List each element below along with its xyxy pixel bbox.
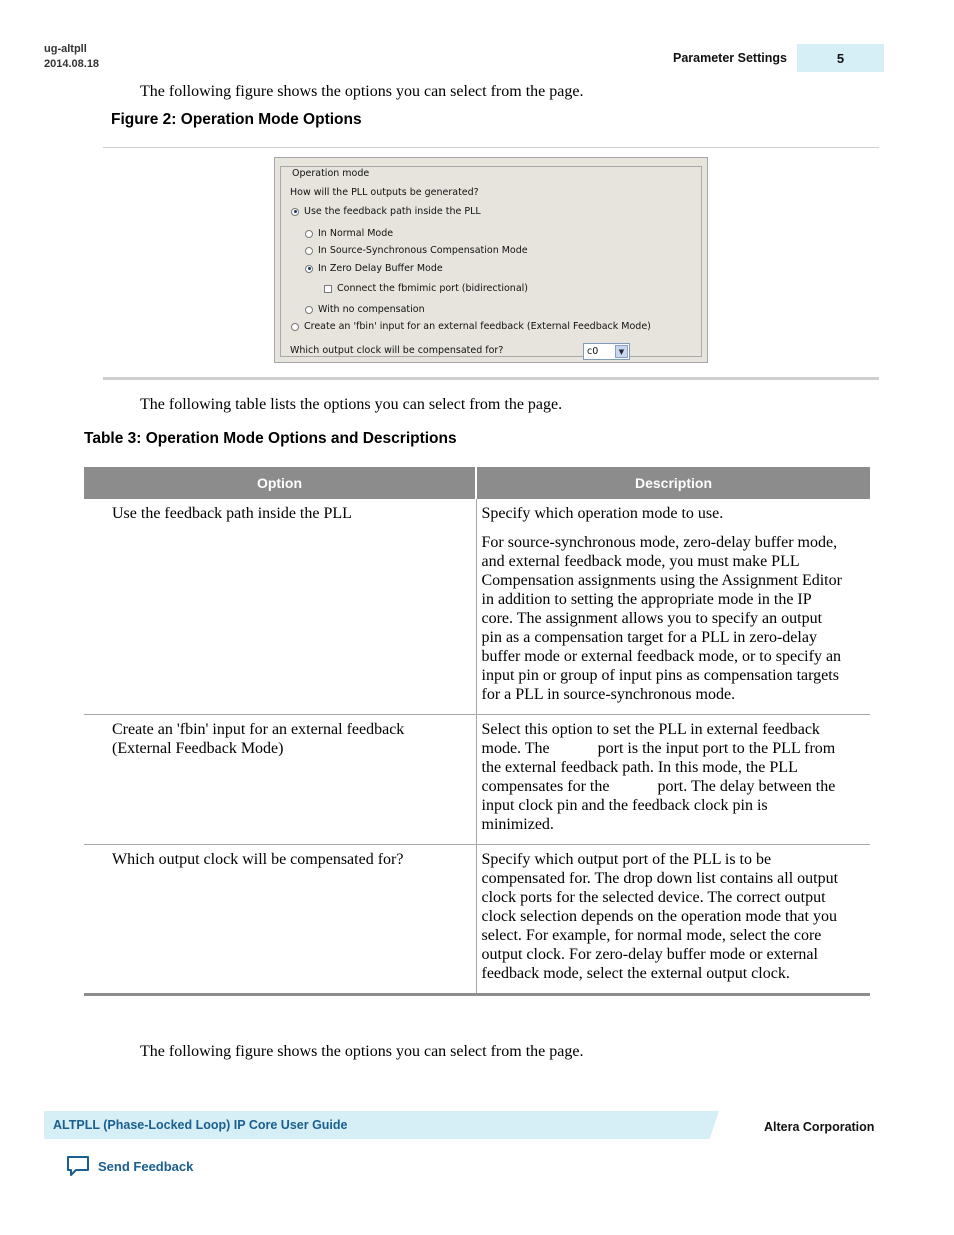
radio-feedback-inside-label: Use the feedback path inside the PLL [304,206,481,217]
closing-text: The following figure shows the options you can select from the page. [140,1043,584,1060]
operation-mode-table [84,467,870,996]
figure-bottom-rule [103,377,879,380]
clock-compensation-label [290,345,503,356]
radio-feedback-inside[interactable] [291,206,481,217]
pll-question-label: How will the PLL outputs be generated? [290,187,479,198]
table-intro-text: The following table lists the options you can select from the page. [140,396,563,413]
table-header-description: Description [476,467,870,499]
company-name: Altera Corporation [764,1120,875,1134]
table-header-option: Option [84,467,476,499]
description-paragraph: Specify which operation mode to use. [481,505,724,522]
description-paragraph: For source-synchronous mode, zero-delay buffer mode, and external feedback mode, you must make PLL Compensation assignments using the Assignment Editor in addition to setting the appropriate mode in the IP core. The assignment allows you to specify an output pin as a compensation target for a PLL in zero-delay buffer mode or external feedback mode, or to specify an input pin or group of input pins as compensation targets for a PLL in source-synchronous mode. [481,534,842,703]
radio-no-compensation[interactable] [305,304,425,315]
figure-caption: Figure 2: Operation Mode Options [111,111,362,128]
operation-mode-dialog [274,157,708,363]
group-title: Operation mode [292,168,370,179]
radio-icon[interactable] [291,323,299,331]
radio-no-compensation-label: With no compensation [318,304,425,315]
radio-external-feedback[interactable] [291,321,651,332]
table-cell-description [476,845,870,995]
radio-selected-icon[interactable] [291,208,299,216]
radio-icon[interactable] [305,306,313,314]
radio-normal-mode[interactable] [305,228,393,239]
clock-compensation-text: Which output clock will be compensated for? [290,345,504,356]
radio-selected-icon[interactable] [305,265,313,273]
intro-text: The following figure shows the options you can select from the page. [140,83,584,100]
table-caption: Table 3: Operation Mode Options and Descriptions [84,430,457,447]
description-paragraph: Select this option to set the PLL in external feedback mode. The port is the input port to the PLL from the external feedback path. In this mode, the PLL compensates for the port. The delay between the input clock pin and the feedback clock pin is minimized. [481,721,840,833]
table-cell-description [476,499,870,715]
checkbox-icon[interactable] [324,285,332,293]
figure-top-rule [103,147,879,148]
speech-bubble-icon[interactable] [66,1155,90,1177]
radio-icon[interactable] [305,247,313,255]
radio-zero-delay-mode[interactable] [305,263,443,274]
pll-question [290,187,479,198]
table-row [84,499,870,715]
doc-date: 2014.08.18 [44,58,100,70]
table-cell-description [476,715,870,845]
table-row [84,845,870,995]
radio-zero-delay-label: In Zero Delay Buffer Mode [318,263,443,274]
checkbox-fbmimic-label: Connect the fbmimic port (bidirectional) [337,283,528,294]
operation-mode-group [280,166,702,357]
description-paragraph: Specify which output port of the PLL is to be compensated for. The drop down list contains all output clock ports for the selected device. The correct output clock selection depends on the operation mode that you select. For example, for normal mode, select the core output clock. For zero-delay buffer mode or external feedback mode, select the external output clock. [481,851,839,982]
radio-source-sync-label: In Source-Synchronous Compensation Mode [318,245,528,256]
radio-normal-mode-label: In Normal Mode [318,228,394,239]
chevron-down-icon[interactable]: ▼ [615,345,628,358]
clock-select[interactable] [583,343,630,360]
checkbox-fbmimic[interactable] [324,283,528,294]
table-row [84,715,870,845]
doc-id-block [44,42,99,72]
radio-icon[interactable] [305,230,313,238]
table-cell-option: Which output clock will be compensated for? [84,845,476,995]
section-title: Parameter Settings [673,51,787,65]
table-cell-option: Use the feedback path inside the PLL [112,505,352,522]
table-header-row [84,467,870,499]
radio-source-sync-mode[interactable] [305,245,528,256]
table-cell-option: Create an 'fbin' input for an external feedback (External Feedback Mode) [84,715,476,845]
clock-select-value: c0 [587,346,599,357]
guide-title-link[interactable]: ALTPLL (Phase-Locked Loop) IP Core User Guide [53,1118,348,1132]
doc-id: ug-altpll [44,43,87,55]
page-number: 5 [797,44,884,72]
send-feedback-link[interactable] [66,1155,193,1177]
radio-external-feedback-label: Create an 'fbin' input for an external feedback (External Feedback Mode) [304,321,651,332]
send-feedback-label[interactable]: Send Feedback [98,1158,194,1174]
